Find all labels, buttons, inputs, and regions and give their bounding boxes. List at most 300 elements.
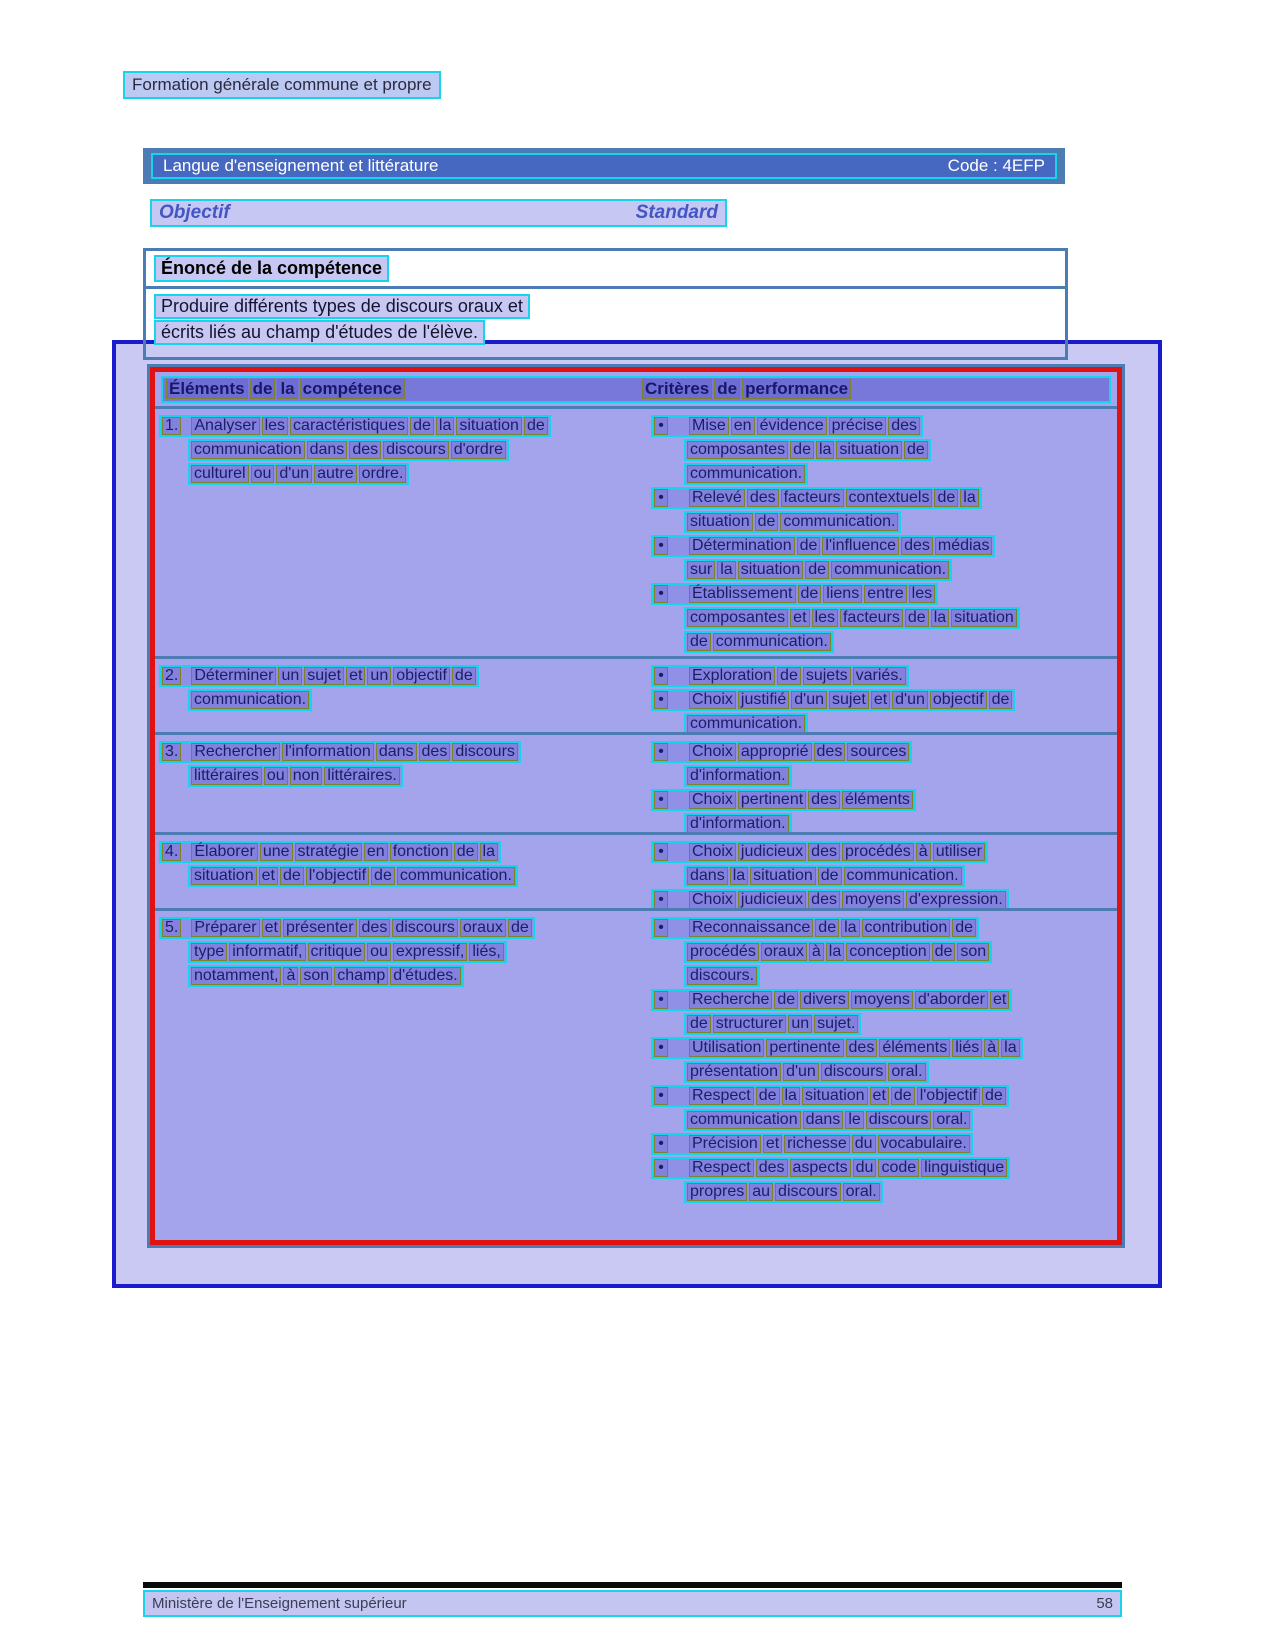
word-box: à <box>984 1039 999 1057</box>
line-highlight <box>684 813 792 835</box>
text-line <box>651 689 1117 711</box>
line-highlight <box>651 1037 1023 1059</box>
word-box: les <box>262 417 288 435</box>
word-box: Relevé <box>689 489 745 507</box>
word-box: situation <box>191 867 257 885</box>
word-box: Éléments <box>166 379 248 399</box>
line-highlight <box>188 941 507 963</box>
word-box: richesse <box>784 1135 850 1153</box>
text-line <box>651 631 1117 653</box>
word-box: littéraires. <box>324 767 399 785</box>
word-box: discours <box>775 1183 841 1201</box>
word-box: Choix <box>689 843 736 861</box>
word-box: de <box>818 867 842 885</box>
line-highlight <box>651 583 938 605</box>
word-box: Établissement <box>689 585 796 603</box>
word-box: Choix <box>689 691 736 709</box>
word-box: discours <box>866 1111 932 1129</box>
word-box: conception <box>846 943 929 961</box>
word-box: des <box>808 891 840 909</box>
word-box: ou <box>251 465 275 483</box>
word-box: objectif <box>930 691 987 709</box>
word-box: performance <box>742 379 851 399</box>
text-line <box>159 941 643 963</box>
criteria-cell <box>643 409 1117 656</box>
enonce-header-cell <box>146 251 1065 289</box>
line-highlight <box>188 765 403 787</box>
word-box: aspects <box>790 1159 851 1177</box>
bullet-icon: • <box>654 1159 668 1177</box>
word-box: à <box>283 967 298 985</box>
text-line <box>651 889 1117 911</box>
word-box: facteurs <box>840 609 903 627</box>
word-box: de <box>524 417 548 435</box>
word-box: situation <box>836 441 902 459</box>
text-line <box>651 559 1117 581</box>
text-line <box>651 665 1117 687</box>
line-highlight <box>684 941 992 963</box>
word-box: et <box>763 1135 782 1153</box>
text-line <box>159 841 643 863</box>
word-box: discours <box>383 441 449 459</box>
bullet-icon: • <box>654 489 668 507</box>
word-box: de <box>687 633 711 651</box>
word-box: Recherche <box>689 991 772 1009</box>
word-box: et <box>870 1087 889 1105</box>
word-box: Utilisation <box>689 1039 764 1057</box>
word-box: oral. <box>933 1111 970 1129</box>
word-box: de <box>989 691 1013 709</box>
word-box: procédés <box>687 943 759 961</box>
text-line <box>651 535 1117 557</box>
word-box: sources <box>847 743 909 761</box>
text-line <box>651 607 1117 629</box>
word-box: la <box>782 1087 800 1105</box>
word-box: et <box>259 867 278 885</box>
text-line <box>651 917 1117 939</box>
word-box: de <box>250 379 276 399</box>
table-row <box>155 659 1117 735</box>
word-box: de <box>904 441 928 459</box>
word-box: de <box>982 1087 1006 1105</box>
text-line <box>651 865 1117 887</box>
word-box: médias <box>935 537 993 555</box>
text-line <box>651 1085 1117 1107</box>
header-criteres <box>641 379 852 399</box>
line-highlight <box>651 989 1012 1011</box>
line-highlight <box>188 865 518 887</box>
text-line <box>651 1037 1117 1059</box>
competence-table <box>147 364 1125 1248</box>
word-box: ou <box>264 767 288 785</box>
word-box: de <box>508 919 532 937</box>
line-highlight <box>651 741 912 763</box>
bullet-icon: • <box>654 537 668 555</box>
word-box: un <box>278 667 302 685</box>
word-box: précise <box>829 417 887 435</box>
bullet-icon: • <box>654 417 668 435</box>
word-box: situation <box>951 609 1017 627</box>
word-box: des <box>359 919 391 937</box>
word-box: discours <box>821 1063 887 1081</box>
word-box: éléments <box>879 1039 950 1057</box>
word-box: et <box>790 609 809 627</box>
line-highlight <box>684 765 792 787</box>
line-highlight <box>684 439 931 461</box>
line-highlight <box>651 789 916 811</box>
word-box: la <box>960 489 978 507</box>
text-line <box>651 487 1117 509</box>
line-highlight <box>684 511 901 533</box>
word-box: pertinente <box>766 1039 843 1057</box>
word-box: liés <box>952 1039 982 1057</box>
word-box: moyens <box>842 891 904 909</box>
word-box: dans <box>376 743 417 761</box>
line-highlight <box>684 865 965 887</box>
word-box: un <box>788 1015 812 1033</box>
word-box: Déterminer <box>191 667 276 685</box>
word-box: de <box>755 513 779 531</box>
enonce-body-cell <box>146 289 1065 345</box>
word-box: facteurs <box>781 489 844 507</box>
line-highlight <box>684 559 952 581</box>
word-box: des <box>756 1159 788 1177</box>
text-line <box>159 665 643 687</box>
title-banner <box>143 148 1065 184</box>
word-box: la <box>436 417 454 435</box>
word-box: sujet <box>304 667 344 685</box>
word-box: Exploration <box>689 667 775 685</box>
word-box: l'influence <box>822 537 899 555</box>
word-box: ordre. <box>359 465 407 483</box>
word-box: justifié <box>738 691 789 709</box>
word-box: judicieux <box>738 891 806 909</box>
line-highlight <box>651 665 909 687</box>
enonce-title: Énoncé de la compétence <box>154 255 389 282</box>
word-box: Choix <box>689 791 736 809</box>
word-box: de <box>932 943 956 961</box>
word-box: la <box>717 561 735 579</box>
word-box: sur <box>687 561 715 579</box>
word-box: dans <box>687 867 728 885</box>
word-box: de <box>687 1015 711 1033</box>
word-box: des <box>808 791 840 809</box>
word-box: Choix <box>689 743 736 761</box>
text-line <box>651 813 1117 835</box>
text-line <box>651 841 1117 863</box>
word-box: et <box>990 991 1009 1009</box>
word-box: d'un <box>276 465 312 483</box>
word-box: non <box>290 767 323 785</box>
word-box: expressif, <box>393 943 467 961</box>
line-highlight <box>684 1061 929 1083</box>
word-box: la <box>816 441 834 459</box>
word-box: des <box>808 843 840 861</box>
text-line <box>651 415 1117 437</box>
element-cell <box>155 911 643 1205</box>
word-box: liens <box>823 585 862 603</box>
word-box: une <box>260 843 293 861</box>
element-number: 2. <box>162 667 181 685</box>
word-box: critique <box>308 943 366 961</box>
word-box: culturel <box>191 465 249 483</box>
word-box: Détermination <box>689 537 795 555</box>
word-box: de <box>756 1087 780 1105</box>
word-box: contribution <box>862 919 951 937</box>
table-body <box>155 409 1117 1205</box>
word-box: de <box>905 609 929 627</box>
word-box: des <box>349 441 381 459</box>
text-line <box>651 1181 1117 1203</box>
word-box: entre <box>864 585 906 603</box>
word-box: notamment, <box>191 967 281 985</box>
banner-title: Langue d'enseignement et littérature <box>163 156 439 175</box>
line-highlight <box>651 917 979 939</box>
word-box: son <box>957 943 989 961</box>
text-line <box>651 741 1117 763</box>
text-line <box>651 463 1117 485</box>
line-highlight <box>188 965 464 987</box>
word-box: moyens <box>851 991 913 1009</box>
word-box: ou <box>367 943 391 961</box>
word-box: à <box>809 943 824 961</box>
element-number: 3. <box>162 743 181 761</box>
word-box: communication. <box>844 867 962 885</box>
word-box: oral. <box>843 1183 880 1201</box>
line-highlight <box>159 841 501 863</box>
word-box: liés, <box>469 943 503 961</box>
word-box: vocabulaire. <box>878 1135 970 1153</box>
word-box: Respect <box>689 1159 754 1177</box>
word-box: propres <box>687 1183 747 1201</box>
text-line <box>159 415 643 437</box>
word-box: Précision <box>689 1135 761 1153</box>
word-box: la <box>931 609 949 627</box>
text-line <box>154 320 1065 345</box>
word-box: communication. <box>780 513 898 531</box>
word-box: discours <box>392 919 458 937</box>
word-box: Respect <box>689 1087 754 1105</box>
line-highlight <box>651 841 988 863</box>
footer-ministry: Ministère de l'Enseignement supérieur <box>152 1595 407 1612</box>
word-box: présentation <box>687 1063 781 1081</box>
word-box: Rechercher <box>191 743 280 761</box>
footer-page-number: 58 <box>1096 1595 1113 1612</box>
word-box: situation <box>802 1087 868 1105</box>
word-box: dans <box>307 441 348 459</box>
word-box: stratégie <box>295 843 362 861</box>
word-box: communication <box>191 441 305 459</box>
word-box: d'expression. <box>906 891 1006 909</box>
line-highlight <box>651 1085 1009 1107</box>
word-box: des <box>814 743 846 761</box>
word-box: contextuels <box>846 489 933 507</box>
word-box: du <box>853 1159 877 1177</box>
word-box: de <box>714 379 740 399</box>
line-highlight <box>651 689 1015 711</box>
word-box: Élaborer <box>191 843 257 861</box>
word-box: l'information <box>282 743 374 761</box>
word-box: sujet. <box>814 1015 858 1033</box>
bullet-icon: • <box>654 1135 668 1153</box>
element-cell <box>155 835 643 908</box>
word-box: la <box>480 843 498 861</box>
word-box: des <box>747 489 779 507</box>
word-box: caractéristiques <box>290 417 408 435</box>
word-box: d'information. <box>687 767 789 785</box>
standard-heading: Standard <box>635 202 718 223</box>
text-line <box>159 689 643 711</box>
criteria-cell <box>643 911 1117 1205</box>
word-box: oraux <box>460 919 506 937</box>
word-box: situation <box>456 417 522 435</box>
text-line <box>154 294 1065 319</box>
word-box: de <box>280 867 304 885</box>
text-line <box>159 741 643 763</box>
bullet-icon: • <box>654 919 668 937</box>
word-box: la <box>1001 1039 1019 1057</box>
word-box: communication. <box>687 465 805 483</box>
word-box: type <box>191 943 227 961</box>
element-cell <box>155 409 643 656</box>
banner-highlight-box <box>151 153 1057 179</box>
word-box: d'études. <box>390 967 460 985</box>
word-box: présenter <box>283 919 357 937</box>
objectif-heading: Objectif <box>159 202 230 223</box>
bullet-icon: • <box>654 667 668 685</box>
word-box: pertinent <box>738 791 806 809</box>
text-line <box>651 583 1117 605</box>
word-box: de <box>790 441 814 459</box>
word-box: Préparer <box>191 919 259 937</box>
word-box: approprié <box>738 743 812 761</box>
bullet-icon: • <box>654 691 668 709</box>
line-highlight <box>684 1013 861 1035</box>
text-line <box>651 765 1117 787</box>
word-box: de <box>815 919 839 937</box>
bullet-icon: • <box>654 791 668 809</box>
text-line <box>159 865 643 887</box>
text-line <box>159 765 643 787</box>
word-box: Choix <box>689 891 736 909</box>
text-line <box>159 917 643 939</box>
word-box: de <box>952 919 976 937</box>
word-box: au <box>749 1183 773 1201</box>
line-highlight <box>684 607 1020 629</box>
line-highlight <box>684 1181 883 1203</box>
text-line <box>159 965 643 987</box>
word-box: la <box>730 867 748 885</box>
word-box: les <box>909 585 935 603</box>
word-box: sujets <box>803 667 851 685</box>
line-highlight <box>159 665 479 687</box>
line-highlight <box>684 463 808 485</box>
word-box: de <box>371 867 395 885</box>
word-box: à <box>916 843 931 861</box>
word-box: d'information. <box>687 815 789 833</box>
word-box: linguistique <box>921 1159 1007 1177</box>
line-highlight <box>684 1109 973 1131</box>
table-row <box>155 911 1117 1205</box>
enonce-line-1: Produire différents types de discours oraux et <box>154 294 530 319</box>
word-box: sujet <box>829 691 869 709</box>
line-highlight <box>188 439 509 461</box>
line-highlight <box>159 741 521 763</box>
table-header-row <box>155 372 1117 409</box>
table-row <box>155 735 1117 835</box>
line-highlight <box>684 713 808 735</box>
word-box: structurer <box>713 1015 787 1033</box>
word-box: de <box>774 991 798 1009</box>
bullet-icon: • <box>654 1039 668 1057</box>
word-box: évidence <box>757 417 827 435</box>
word-box: des <box>888 417 920 435</box>
bullet-icon: • <box>654 891 668 909</box>
text-line <box>651 941 1117 963</box>
word-box: situation <box>738 561 804 579</box>
word-box: composantes <box>687 441 788 459</box>
criteria-cell <box>643 659 1117 732</box>
word-box: de <box>798 585 822 603</box>
element-cell <box>155 659 643 732</box>
page-header-text: Formation générale commune et propre <box>123 71 441 99</box>
word-box: éléments <box>842 791 913 809</box>
word-box: de <box>934 489 958 507</box>
line-highlight <box>651 1133 973 1155</box>
text-line <box>651 1109 1117 1131</box>
line-highlight <box>651 487 982 509</box>
word-box: son <box>300 967 332 985</box>
line-highlight <box>651 1157 1010 1179</box>
word-box: communication. <box>687 715 805 733</box>
word-box: en <box>364 843 388 861</box>
element-number: 4. <box>162 843 181 861</box>
element-number: 1. <box>162 417 181 435</box>
word-box: le <box>845 1111 863 1129</box>
line-highlight <box>159 917 535 939</box>
line-highlight <box>188 463 409 485</box>
criteria-cell <box>643 835 1117 908</box>
banner-code: Code : 4EFP <box>947 156 1045 175</box>
bullet-icon: • <box>654 743 668 761</box>
word-box: la <box>277 379 297 399</box>
word-box: et <box>346 667 365 685</box>
word-box: dans <box>803 1111 844 1129</box>
word-box: fonction <box>390 843 452 861</box>
text-line <box>651 1133 1117 1155</box>
word-box: de <box>777 667 801 685</box>
word-box: l'objectif <box>917 1087 980 1105</box>
word-box: variés. <box>853 667 906 685</box>
word-box: d'un <box>783 1063 819 1081</box>
word-box: de <box>797 537 821 555</box>
word-box: procédés <box>842 843 914 861</box>
word-box: d'ordre <box>451 441 506 459</box>
word-box: d'aborder <box>915 991 988 1009</box>
word-box: discours. <box>687 967 757 985</box>
word-box: situation <box>687 513 753 531</box>
word-box: et <box>262 919 281 937</box>
footer <box>143 1590 1122 1617</box>
text-line <box>651 965 1117 987</box>
footer-rule <box>143 1582 1122 1588</box>
word-box: d'un <box>791 691 827 709</box>
word-box: littéraires <box>191 767 262 785</box>
line-highlight <box>651 415 923 437</box>
word-box: la <box>841 919 859 937</box>
text-line <box>651 989 1117 1011</box>
word-box: divers <box>800 991 849 1009</box>
